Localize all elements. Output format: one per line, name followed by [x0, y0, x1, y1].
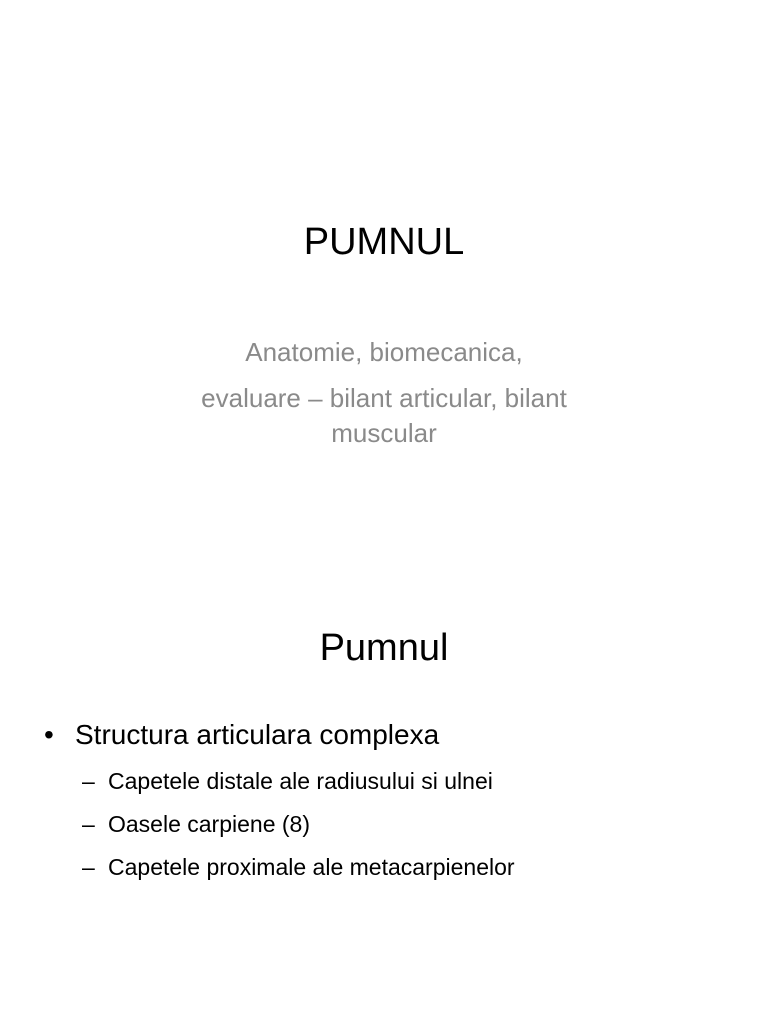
- subtitle-line: evaluare – bilant articular, bilant: [201, 383, 567, 413]
- slide-2-title: Pumnul: [319, 627, 449, 669]
- sub-bullet-text: Capetele proximale ale metacarpienelor: [108, 854, 515, 880]
- sub-bullet-text: Capetele distale ale radiusului si ulnei: [108, 768, 493, 794]
- subtitle-line: muscular: [331, 418, 437, 448]
- slide-2: [0, 576, 768, 1024]
- sub-bullet-list: [44, 760, 734, 889]
- slide-1-subtitle: [134, 330, 634, 448]
- bullet-text: Structura articulara complexa: [75, 719, 440, 750]
- dash-marker: –: [82, 854, 95, 880]
- bullet-item: [44, 714, 734, 756]
- dash-marker: –: [82, 811, 95, 837]
- slide-1-title: PUMNUL: [303, 221, 465, 263]
- bullet-marker: •: [44, 719, 54, 750]
- subtitle-line: Anatomie, biomecanica,: [245, 337, 523, 367]
- bullet-list: [44, 714, 734, 889]
- sub-bullet-item: [82, 803, 734, 846]
- sub-bullet-item: [82, 760, 734, 803]
- sub-bullet-item: [82, 846, 734, 889]
- sub-bullet-text: Oasele carpiene (8): [108, 811, 310, 837]
- dash-marker: –: [82, 768, 95, 794]
